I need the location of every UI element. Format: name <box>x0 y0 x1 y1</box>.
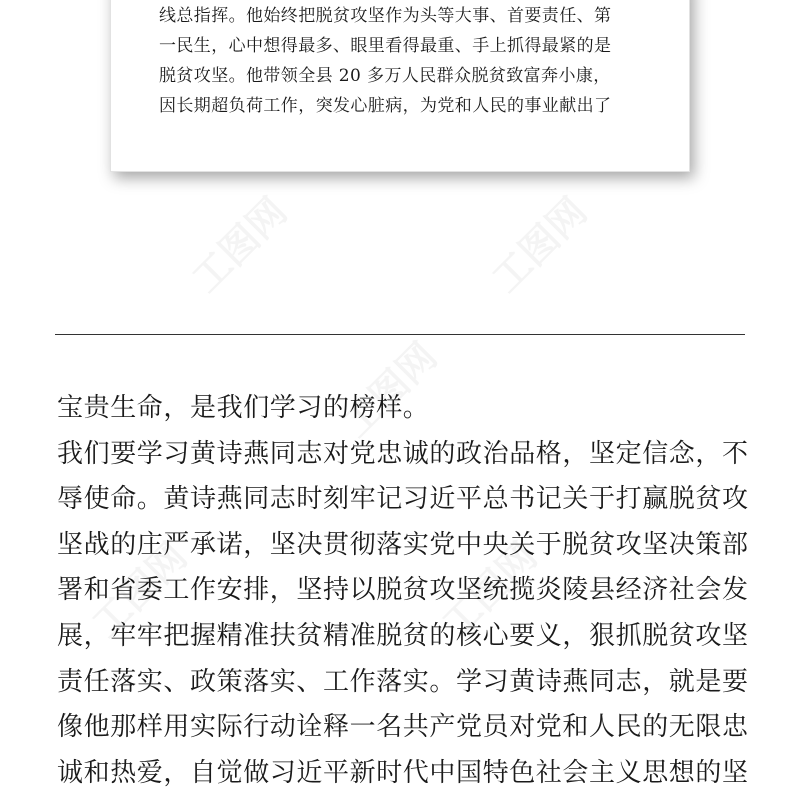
body-line: 展，牢牢把握精准扶贫精准脱贫的核心要义，狠抓脱贫攻坚 <box>57 620 749 651</box>
body-line: 坚战的庄严承诺，坚决贯彻落实党中央关于脱贫攻坚决策部 <box>57 529 749 560</box>
watermark: 工图网 <box>333 334 446 446</box>
body-line: 责任落实、政策落实、工作落实。学习黄诗燕同志，就是要 <box>57 666 749 697</box>
watermark: 工图网 <box>433 534 546 646</box>
body-line: 辱使命。黄诗燕同志时刻牢记习近平总书记关于打赢脱贫攻 <box>57 484 749 515</box>
quote-card-line: 线总指挥。他始终把脱贫攻坚作为头等大事、首要责任、第 <box>159 6 612 26</box>
quote-card-line: 脱贫攻坚。他带领全县 20 多万人民群众脱贫致富奔小康， <box>159 66 611 86</box>
watermark: 工图网 <box>483 189 596 301</box>
quote-card-line: 因长期超负荷工作，突发心脏病，为党和人民的事业献出了 <box>159 96 612 116</box>
body-text <box>57 386 757 796</box>
watermark: 工图网 <box>83 534 196 646</box>
watermark: 工图网 <box>183 189 296 301</box>
body-line: 诚和热爱，自觉做习近平新时代中国特色社会主义思想的坚 <box>57 757 749 788</box>
body-line: 宝贵生命，是我们学习的榜样。 <box>57 393 430 423</box>
quote-card-text <box>159 1 669 121</box>
body-line: 像他那样用实际行动诠释一名共产党员对党和人民的无限忠 <box>57 712 749 743</box>
body-line: 署和省委工作安排，坚持以脱贫攻坚统揽炎陵县经济社会发 <box>57 575 749 606</box>
quote-card <box>110 0 690 172</box>
quote-card-line: 一民生，心中想得最多、眼里看得最重、手上抓得最紧的是 <box>159 36 612 56</box>
body-line: 我们要学习黄诗燕同志对党忠诚的政治品格，坚定信念，不 <box>57 438 749 469</box>
divider <box>55 334 745 335</box>
